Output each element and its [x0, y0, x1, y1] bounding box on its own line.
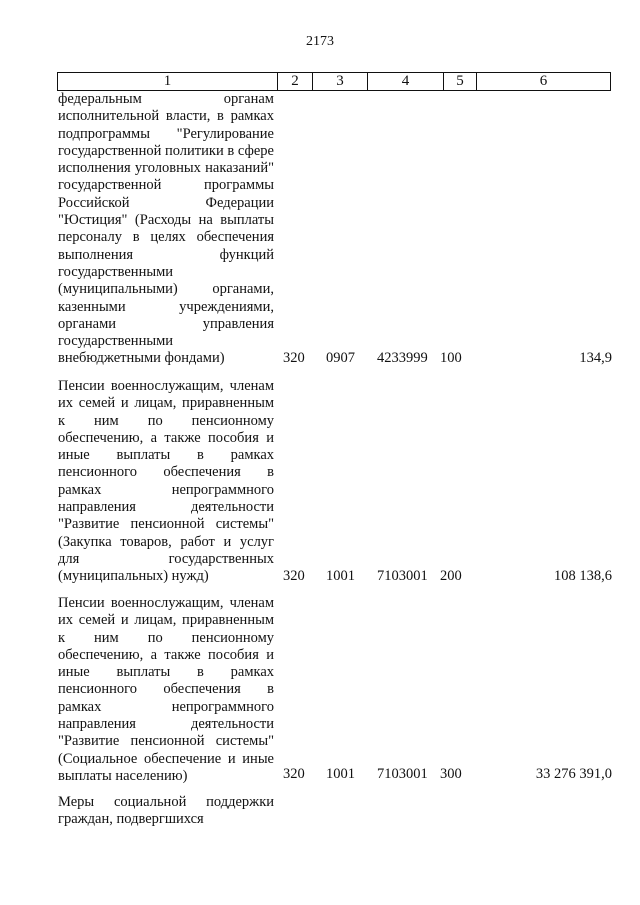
column-header-3: 3 [313, 73, 368, 91]
row-code-col4: 7103001 [377, 568, 428, 584]
row-code-col3: 1001 [326, 766, 355, 782]
row-code-col2: 320 [283, 766, 305, 782]
row-code-col4: 7103001 [377, 766, 428, 782]
page-number: 2173 [306, 34, 334, 49]
row-amount: 134,9 [579, 350, 612, 366]
column-header-table [57, 72, 611, 91]
row-code-col2: 320 [283, 568, 305, 584]
row-amount: 33 276 391,0 [535, 766, 612, 782]
row-code-col5: 200 [440, 568, 462, 584]
row-description: Пенсии военнослужащим, членам их семей и лицам, приравненным к ним по пенсионному обеспечению, а также пособия и иные выплаты в рамках пенсионного обеспечения в рамках непрограммного направления деятельности "Развитие пенсионной системы" (Социальное обеспечение и иные выплаты населению) [58, 595, 274, 784]
row-description: Пенсии военнослужащим, членам их семей и лицам, приравненным к ним по пенсионному обеспечению, а также пособия и иные выплаты в рамках пенсионного обеспечения в рамках непрограммного направления деятельности "Развитие пенсионной системы" (Закупка товаров, работ и услуг для государственных (муниципальных) нужд) [58, 378, 274, 585]
column-header-row [58, 73, 611, 91]
row-code-col3: 1001 [326, 568, 355, 584]
row-description: федеральным органам исполнительной власти, в рамках подпрограммы "Регулирование государственной политики в сфере исполнения уголовных наказаний" государственной программы Российской Федерации "Юстиция" (Расходы на выплаты персоналу в целях обеспечения выполнения функций государственными (муниципальными) органами, казенными учреждениями, органами управления государственными внебюджетными фондами) [58, 91, 274, 367]
row-code-col2: 320 [283, 350, 305, 366]
row-code-col4: 4233999 [377, 350, 428, 366]
row-amount: 108 138,6 [554, 568, 612, 584]
column-header-2: 2 [278, 73, 313, 91]
column-header-1: 1 [58, 73, 278, 91]
column-header-5: 5 [444, 73, 477, 91]
row-code-col5: 100 [440, 350, 462, 366]
row-code-col5: 300 [440, 766, 462, 782]
row-code-col3: 0907 [326, 350, 355, 366]
column-header-6: 6 [477, 73, 611, 91]
column-header-4: 4 [368, 73, 444, 91]
row-description: Меры социальной поддержки граждан, подвергшихся [58, 794, 274, 828]
